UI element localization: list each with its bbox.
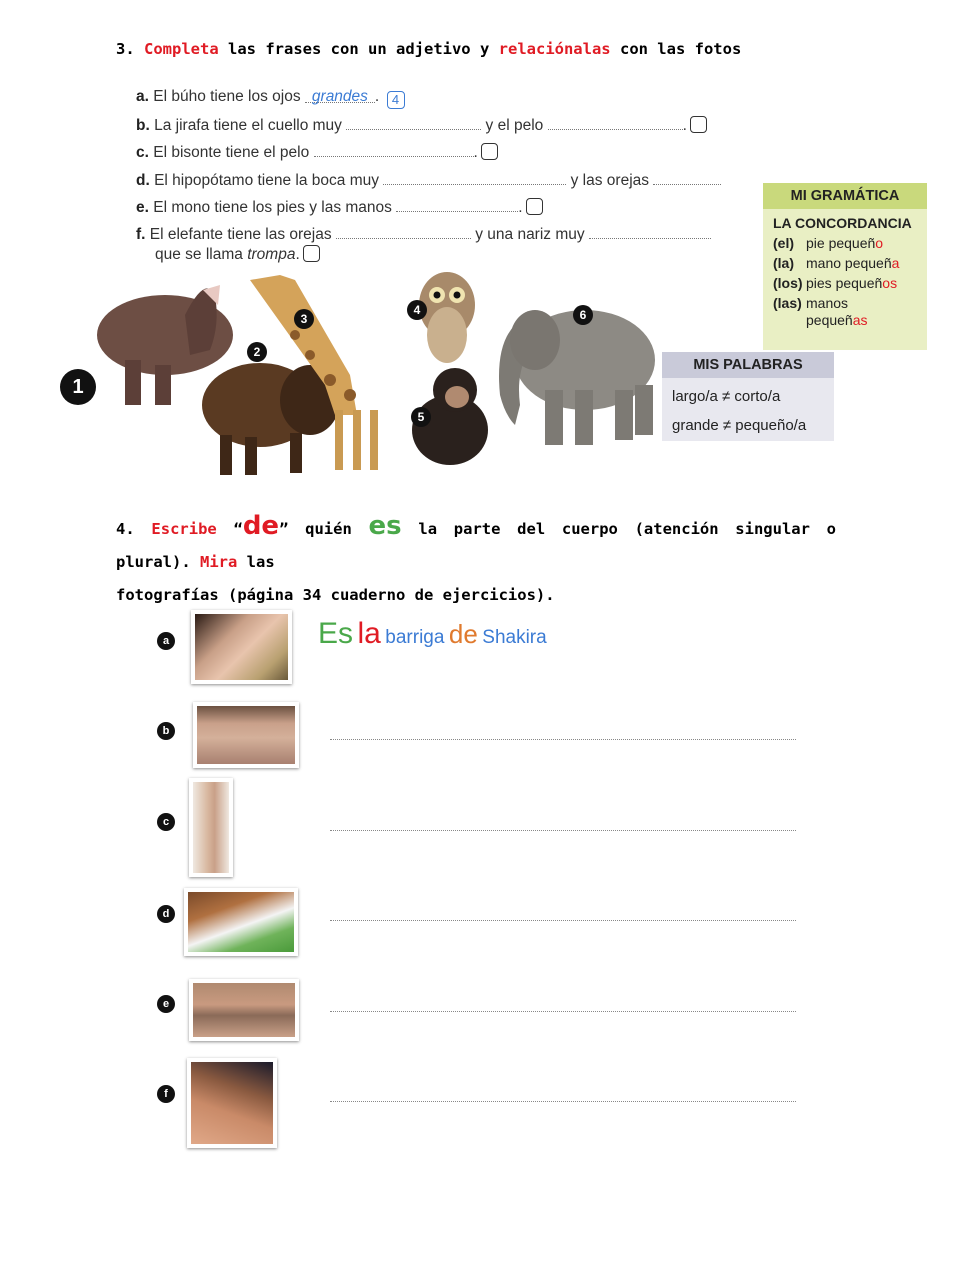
word-ending: a [891, 255, 900, 271]
grammar-row [773, 275, 917, 291]
word-stem: manos [806, 295, 849, 311]
vocabulary-box [662, 352, 834, 441]
answer-text: grandes [311, 88, 368, 105]
item-letter-b: b [157, 722, 175, 740]
quote-mark: ” [279, 520, 289, 538]
photo-arm [189, 778, 233, 877]
answer-blank[interactable] [396, 197, 518, 212]
instruction-text: las [246, 553, 275, 571]
photo-number-box[interactable] [690, 116, 707, 133]
answer-blank[interactable] [336, 224, 471, 239]
vocabulary-line: largo/a ≠ corto/a [672, 388, 781, 405]
word-stem: pequeñ [806, 312, 853, 328]
answer-blank[interactable] [305, 88, 375, 103]
answer-blank[interactable] [314, 142, 474, 157]
answer-blank[interactable] [548, 115, 683, 130]
period: . [473, 144, 478, 161]
instruction-text: las frases con un adjetivo y [228, 40, 490, 58]
photo-number-box[interactable] [481, 143, 498, 160]
instruction-text: quién [305, 520, 352, 538]
item-letter-d: d [157, 905, 175, 923]
period: . [374, 88, 380, 105]
word-stem: mano pequeñ [806, 255, 892, 271]
sentence-italic: trompa [247, 246, 296, 263]
answer-line-e[interactable] [330, 1011, 796, 1012]
instruction-word: Completa [144, 40, 219, 58]
answer-line-c[interactable] [330, 830, 796, 831]
word-ending: as [852, 312, 868, 328]
sentence-text: La jirafa tiene el cuello muy [154, 117, 342, 134]
photo-eyes [193, 702, 299, 768]
sentence-text: y las orejas [570, 172, 650, 189]
sentence-b [136, 115, 707, 135]
animal-number-1: 1 [60, 369, 96, 405]
word-ending: os [882, 275, 898, 291]
article: (la) [773, 255, 794, 271]
sentence-letter: d. [136, 172, 150, 189]
animal-number-2: 2 [247, 342, 267, 362]
answer-line-b[interactable] [330, 739, 796, 740]
exercise-number: 4. [116, 520, 135, 538]
animals-illustration [95, 265, 665, 485]
sentence-c [136, 142, 498, 162]
animal-number-6: 6 [573, 305, 593, 325]
animal-number-4: 4 [407, 300, 427, 320]
grammar-row [773, 295, 917, 329]
bison-image [202, 363, 340, 475]
article: (los) [773, 275, 803, 291]
sentence-text: El búho tiene los ojos [153, 88, 301, 105]
answer-line-f[interactable] [330, 1101, 796, 1102]
sentence-text: y una nariz muy [475, 226, 585, 243]
animal-number-3: 3 [294, 309, 314, 329]
quote-mark: “ [233, 520, 243, 538]
sentence-letter: e. [136, 199, 149, 216]
animal-number-5: 5 [411, 407, 431, 427]
instruction-word: relaciónalas [498, 40, 611, 58]
sentence-letter: f. [136, 226, 146, 243]
keyword-es: es [368, 511, 402, 541]
grammar-row [773, 255, 917, 271]
grammar-title: MI GRAMÁTICA [763, 183, 927, 209]
sentence-text: y el pelo [485, 117, 544, 134]
owl-image [419, 272, 475, 363]
sentence-text: que se llama [155, 246, 243, 263]
sentence-e [136, 197, 543, 217]
sentence-letter: b. [136, 117, 150, 134]
grammar-box [763, 183, 927, 350]
sentence-letter: c. [136, 144, 149, 161]
grammar-row [773, 235, 917, 251]
item-letter-a: a [157, 632, 175, 650]
sentence-a [136, 88, 405, 109]
sentence-f-line2 [155, 245, 320, 264]
example-la: la [357, 617, 381, 650]
photo-number-box[interactable]: 4 [387, 91, 405, 109]
photo-leg [184, 888, 298, 956]
word-stem: pies pequeñ [806, 275, 883, 291]
example-answer [318, 617, 547, 651]
photo-belly [191, 610, 292, 684]
instruction-text: la parte del cuerpo (atención singular o plural). [116, 520, 836, 571]
vocabulary-line: grande ≠ pequeño/a [672, 417, 807, 434]
example-barriga: barriga [385, 627, 445, 648]
item-letter-e: e [157, 995, 175, 1013]
word-ending: o [875, 235, 884, 251]
photo-shoulder [187, 1058, 277, 1148]
instruction-word: Escribe [151, 520, 217, 538]
photo-mouth [189, 979, 299, 1041]
sentence-d [136, 170, 721, 190]
word-stem: pie pequeñ [806, 235, 876, 251]
sentence-letter: a. [136, 88, 149, 105]
sentence-text: El elefante tiene las orejas [149, 226, 332, 243]
sentence-text: El mono tiene los pies y las manos [153, 199, 392, 216]
answer-blank[interactable] [653, 170, 721, 185]
example-de: de [448, 619, 478, 649]
sentence-text: El bisonte tiene el pelo [153, 144, 310, 161]
instruction-word: Mira [200, 553, 238, 571]
photo-number-box[interactable] [303, 245, 320, 262]
elephant-image [499, 310, 655, 445]
period: . [682, 117, 687, 134]
keyword-de: de [242, 511, 280, 541]
article: (las) [773, 295, 802, 311]
answer-blank[interactable] [383, 170, 566, 185]
exercise-number: 3. [116, 40, 135, 58]
item-letter-f: f [157, 1085, 175, 1103]
answer-line-d[interactable] [330, 920, 796, 921]
item-letter-c: c [157, 813, 175, 831]
sentence-f [136, 224, 711, 244]
vocabulary-title: MIS PALABRAS [662, 352, 834, 378]
example-name: Shakira [482, 627, 547, 648]
instruction-text: fotografías (página 34 cuaderno de ejercicios). [116, 586, 555, 604]
exercise-3-heading [116, 40, 741, 58]
answer-blank[interactable] [589, 224, 711, 239]
sentence-text: El hipopótamo tiene la boca muy [154, 172, 379, 189]
article: (el) [773, 235, 794, 251]
period: . [518, 199, 523, 216]
answer-blank[interactable] [346, 115, 481, 130]
grammar-subtitle: LA CONCORDANCIA [773, 215, 912, 231]
photo-number-box[interactable] [526, 198, 543, 215]
example-es: Es [318, 617, 354, 650]
exercise-4-heading [116, 510, 836, 612]
instruction-text: con las fotos [619, 40, 742, 58]
period: . [295, 246, 300, 263]
